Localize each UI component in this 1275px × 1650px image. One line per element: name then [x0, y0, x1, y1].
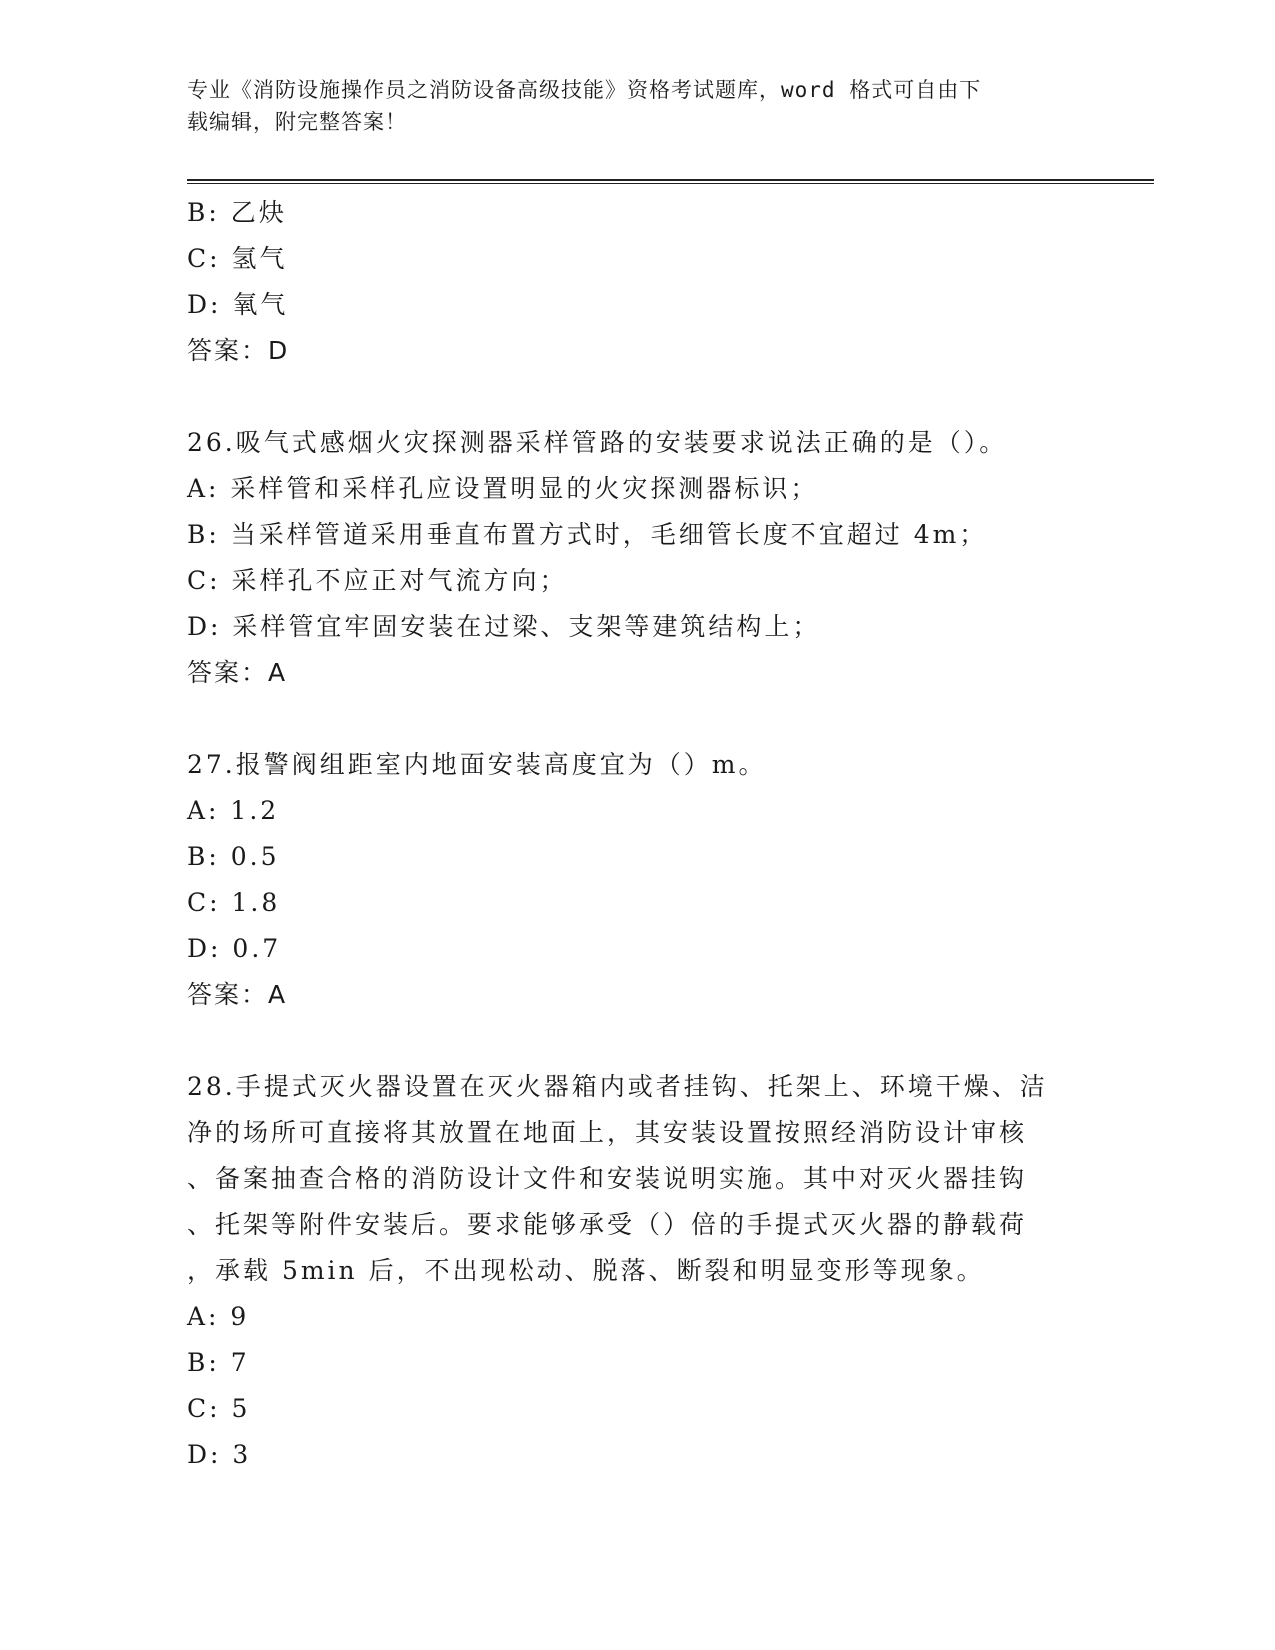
stem-line: 、备案抽查合格的消防设计文件和安装说明实施。其中对灭火器挂钩 — [187, 1164, 1028, 1193]
stem-line: ，承载 5min 后，不出现松动、脱落、断裂和明显变形等现象。 — [187, 1256, 985, 1285]
header-line-2: 载编辑，附完整答案！ — [187, 110, 407, 134]
option-b: B: 乙炔 — [187, 198, 287, 227]
question-26 — [187, 420, 1087, 696]
stem-line: 净的场所可直接将其放置在地面上，其安装设置按照经消防设计审核 — [187, 1118, 1028, 1147]
question-content — [187, 190, 1087, 1478]
spacer — [187, 696, 1087, 742]
option-b: B: 7 — [187, 1348, 250, 1377]
question-stem: 26.吸气式感烟火灾探测器采样管路的安装要求说法正确的是（）。 — [187, 428, 1008, 457]
option-c: C: 5 — [187, 1394, 251, 1423]
question-25-tail — [187, 190, 1087, 374]
question-stem — [187, 1064, 1087, 1294]
option-a: A: 1.2 — [187, 796, 280, 825]
option-c: C: 氢气 — [187, 244, 288, 273]
option-b: B: 当采样管道采用垂直布置方式时，毛细管长度不宜超过 4m； — [187, 520, 988, 549]
option-a: A: 9 — [187, 1302, 250, 1331]
option-c: C: 采样孔不应正对气流方向； — [187, 566, 568, 595]
option-d: D: 采样管宜牢固安装在过梁、支架等建筑结构上； — [187, 612, 821, 641]
document-header — [187, 74, 1077, 138]
answer: 答案：A — [187, 658, 288, 687]
option-c: C: 1.8 — [187, 888, 281, 917]
question-stem: 27.报警阀组距室内地面安装高度宜为（）m。 — [187, 750, 767, 779]
answer: 答案：D — [187, 336, 290, 365]
option-d: D: 氧气 — [187, 290, 289, 319]
header-divider-thick — [187, 179, 1154, 181]
option-d: D: 0.7 — [187, 934, 282, 963]
stem-line: 28.手提式灭火器设置在灭火器箱内或者挂钩、托架上、环境干燥、洁 — [187, 1072, 1048, 1101]
question-28 — [187, 1064, 1087, 1478]
question-27 — [187, 742, 1087, 1018]
stem-line: 、托架等附件安装后。要求能够承受（）倍的手提式灭火器的静载荷 — [187, 1210, 1028, 1239]
header-divider-thin — [187, 183, 1154, 184]
spacer — [187, 1018, 1087, 1064]
answer: 答案：A — [187, 980, 288, 1009]
spacer — [187, 374, 1087, 420]
option-d: D: 3 — [187, 1440, 252, 1469]
header-line-1: 专业《消防设施操作员之消防设备高级技能》资格考试题库，word 格式可自由下 — [187, 78, 982, 102]
option-b: B: 0.5 — [187, 842, 280, 871]
option-a: A: 采样管和采样孔应设置明显的火灾探测器标识； — [187, 474, 819, 503]
